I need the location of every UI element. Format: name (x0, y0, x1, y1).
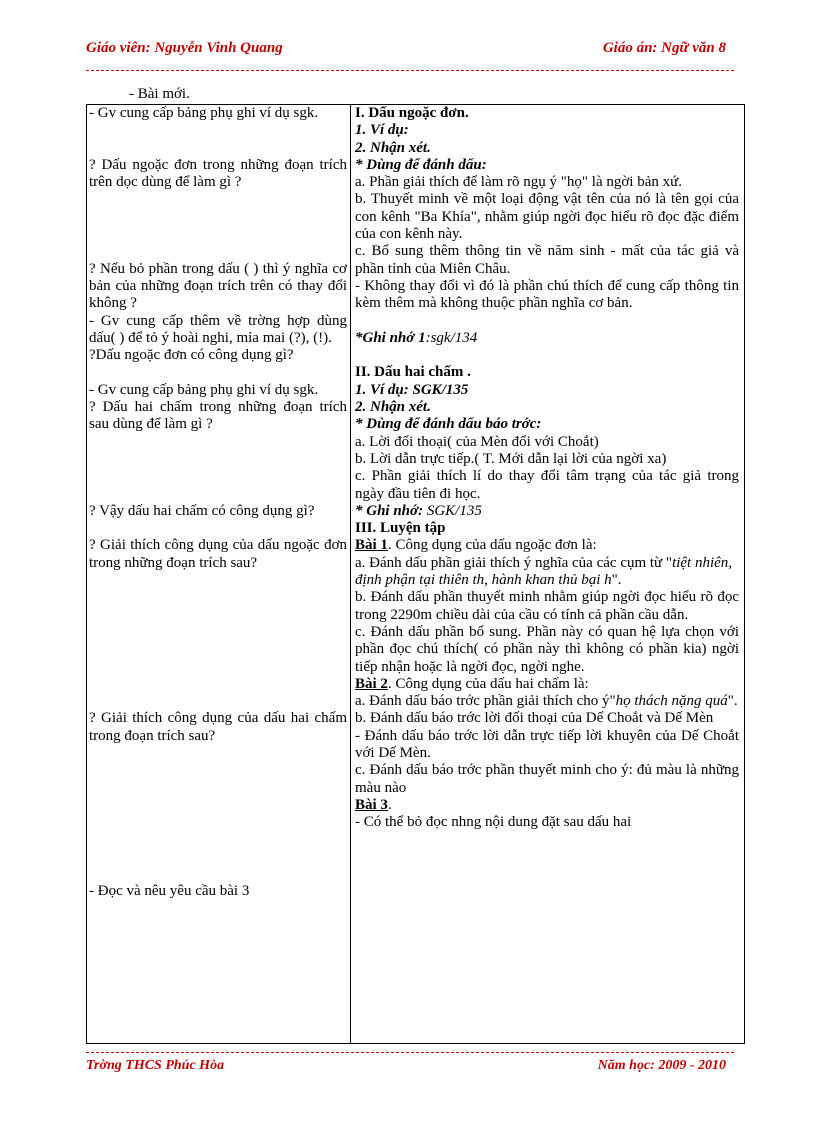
subheading: 2. Nhận xét. (355, 399, 431, 416)
subheading: 1. Ví dụ: (355, 122, 409, 139)
content-text: c. Đánh dấu phần bổ sung. Phần này có quan hệ lựa chọn với phần đọc chú thích( có phần này thì không có phần kia) ngời tiếp nhận hoặc là ngời đọc, ngời nghe. (355, 623, 739, 675)
teacher-name: Giáo viên: Nguyễn Vinh Quang (86, 40, 283, 56)
left-text: ? Giải thích công dụng của dấu hai chấm trong đoạn trích sau? (89, 710, 347, 744)
lesson-plan-title: Giáo án: Ngữ văn 8 (602, 40, 726, 56)
content-text: c. Đánh dấu báo trớc phần thuyết minh cho ý: đủ màu là những màu nào (355, 762, 739, 796)
left-text: ? Vậy dấu hai chấm có công dụng gì? (89, 502, 315, 519)
content-text: - Đánh dấu báo trớc lời dẫn trực tiếp lời khuyên của Dế Choắt với Dế Mèn. (355, 727, 739, 761)
page-footer (86, 1058, 732, 1080)
left-text: ? Nếu bỏ phần trong dấu ( ) thì ý nghĩa cơ bản của những đoạn trích trên có thay đổi không ? (89, 260, 347, 312)
content-text: c. Bổ sung thêm thông tin về năm sinh - mất của tác giả và phần tỉnh của Miên Châu. (355, 243, 739, 277)
subheading: 2. Nhận xét. (355, 139, 431, 156)
exercise-1: Bài 1. Công dụng của dấu ngoặc đơn là: (355, 537, 597, 554)
lesson-table (86, 104, 745, 1044)
content-text: a. Đánh dấu báo trớc phần giải thích cho ý"họ thách nặng quá". (355, 693, 738, 710)
column-divider (350, 105, 351, 1043)
remember-note: *Ghi nhớ 1:sgk/134 (355, 329, 478, 346)
content-text: a. Đánh dấu phần giải thích ý nghĩa của các cụm từ "tiệt nhiên, định phận tại thiên th, hành khan thủ bại h". (355, 554, 733, 589)
content-column (355, 105, 739, 831)
exercise-2: Bài 2. Công dụng của dấu hai chấm là: (355, 675, 589, 692)
left-text: ? Giải thích công dụng của dấu ngoặc đơn trong những đoạn trích sau? (89, 537, 347, 571)
content-text: a. Phần giải thích để làm rõ ngụ ý "họ" là ngời bản xứ. (355, 174, 682, 191)
section-heading: II. Dấu hai chấm . (355, 364, 471, 381)
left-text: - Đọc và nêu yêu cầu bài 3 (89, 883, 250, 900)
content-text: b. Thuyết minh về một loại động vật tên của nó là tên gọi của con kênh "Ba Khía", nhằm giúp ngời đọc hiểu rõ đọc đặc điểm của con kênh này. (355, 191, 739, 243)
content-text: a. Lời đối thoại( của Mèn đối với Choắt) (355, 433, 599, 450)
footer-divider (86, 1052, 734, 1053)
content-text: b. Đánh dấu báo trớc lời đối thoại của Dế Choắt và Dế Mèn (355, 710, 714, 727)
exercise-3: Bài 3. (355, 796, 392, 813)
left-text: - Gv cung cấp thêm về trờng hợp dùng dấu( ) để tỏ ý hoài nghi, mỉa mai (?), (!). (89, 312, 347, 346)
left-text: ? Dấu hai chấm trong những đoạn trích sau dùng để làm gì ? (89, 399, 347, 433)
school-name: Trờng THCS Phúc Hòa (86, 1058, 225, 1073)
section-heading: I. Dấu ngoặc đơn. (355, 105, 469, 121)
left-text: - Gv cung cấp bảng phụ ghi ví dụ sgk. (89, 381, 319, 398)
content-text: b. Lời dẫn trực tiếp.( T. Mới dẫn lại lời của ngời xa) (355, 450, 667, 467)
page-header (86, 40, 732, 62)
header-divider (86, 70, 734, 71)
left-text: ?Dấu ngoặc đơn có công dụng gì? (89, 347, 294, 364)
left-text: - Gv cung cấp bảng phụ ghi ví dụ sgk. (89, 105, 319, 121)
section-heading: III. Luyện tập (355, 520, 446, 537)
teacher-activity-column (89, 105, 347, 901)
subheading: 1. Ví dụ: SGK/135 (355, 381, 469, 398)
subheading: * Dùng để đánh dấu: (355, 156, 487, 173)
content-text: - Không thay đổi vì đó là phần chú thích để cung cấp thông tin kèm thêm mà không thuộc phần nghĩa cơ bản. (355, 277, 739, 312)
content-text: b. Đánh dấu phần thuyết minh nhằm giúp ngời đọc hiểu rõ đọc trong 2290m chiều dài của cầu có tính cả phần cầu dẫn. (355, 589, 739, 623)
content-text: - Có thể bỏ đọc nhng nội dung đặt sau dấu hai (355, 814, 632, 831)
school-year: Năm học: 2009 - 2010 (597, 1058, 726, 1073)
content-text: c. Phần giải thích lí do thay đổi tâm trạng của tác giả trong ngày đầu tiên đi học. (355, 468, 739, 502)
remember-note: * Ghi nhớ: SGK/135 (355, 502, 482, 519)
left-text: ? Dấu ngoặc đơn trong những đoạn trích trên dọc dùng để làm gì ? (89, 156, 347, 191)
subheading: * Dùng để đánh dấu báo trớc: (355, 416, 542, 433)
new-lesson-label: - Bài mới. (129, 86, 190, 102)
